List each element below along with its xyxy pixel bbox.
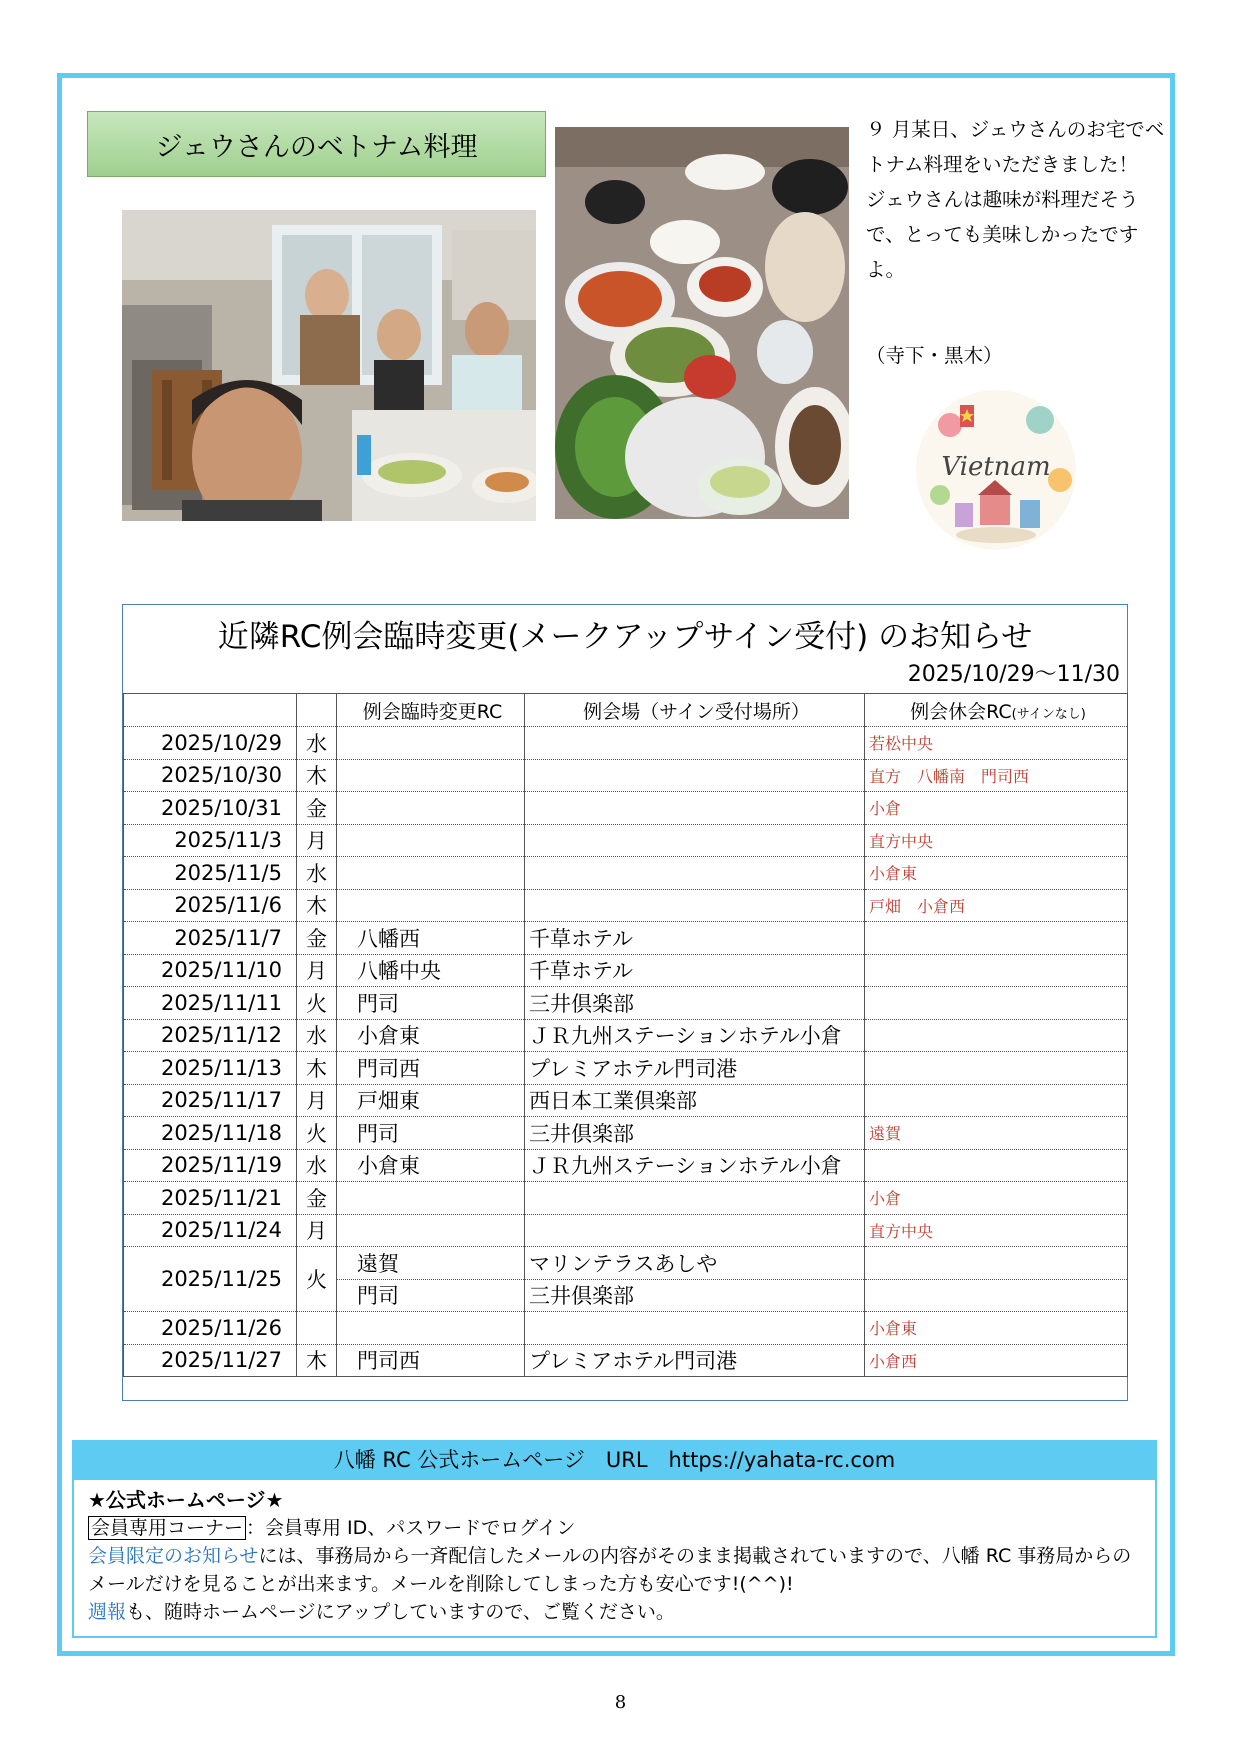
cell-day: 木 [297, 1052, 337, 1085]
cell-off: 直方 八幡南 門司西 [865, 759, 1128, 792]
table-row [124, 792, 1128, 825]
cell-day: 木 [297, 889, 337, 922]
cell-venue: 西日本工業倶楽部 [525, 1084, 865, 1117]
cell-rc [337, 1182, 525, 1215]
cell-off [865, 1279, 1128, 1312]
cell-day: 金 [297, 922, 337, 955]
cell-off [865, 1052, 1128, 1085]
cell-date: 2025/11/21 [124, 1182, 297, 1215]
cell-rc: 小倉東 [337, 1149, 525, 1182]
header-off-label: 例会休会RC [910, 700, 1012, 723]
cell-venue: プレミアホテル門司港 [525, 1344, 865, 1377]
cell-day: 月 [297, 1214, 337, 1247]
table-row [124, 1149, 1128, 1182]
cell-venue: ＪＲ九州ステーションホテル小倉 [525, 1019, 865, 1052]
header-venue: 例会場（サイン受付場所） [525, 694, 865, 727]
cell-venue [525, 727, 865, 760]
vietnam-logo-text: Vietnam [941, 452, 1051, 482]
article-title: ジェウさんのベトナム料理 [87, 111, 546, 177]
member-corner-desc: ：会員専用 ID、パスワードでログイン [246, 1517, 576, 1539]
cell-venue: マリンテラスあしや [525, 1247, 865, 1280]
table-row [124, 1344, 1128, 1377]
cell-date: 2025/10/31 [124, 792, 297, 825]
cell-date: 2025/10/29 [124, 727, 297, 760]
cell-off: 若松中央 [865, 727, 1128, 760]
cell-venue [525, 1182, 865, 1215]
table-row [124, 1182, 1128, 1215]
cell-date: 2025/11/5 [124, 857, 297, 890]
homepage-heading: ★公式ホームページ★ [88, 1488, 284, 1512]
group-photo [122, 210, 536, 521]
table-row [124, 1214, 1128, 1247]
meeting-change-table [123, 693, 1128, 1377]
cell-off: 小倉西 [865, 1344, 1128, 1377]
cell-date: 2025/11/26 [124, 1312, 297, 1345]
cell-day [297, 1312, 337, 1345]
header-day [297, 694, 337, 727]
cell-venue: 三井倶楽部 [525, 1279, 865, 1312]
cell-rc: 門司 [337, 987, 525, 1020]
cell-rc: 戸畑東 [337, 1084, 525, 1117]
cell-venue: 千草ホテル [525, 922, 865, 955]
header-off-note: (サインなし) [1011, 706, 1086, 722]
table-row [124, 824, 1128, 857]
cell-rc: 八幡西 [337, 922, 525, 955]
cell-day: 火 [297, 987, 337, 1020]
cell-rc [337, 727, 525, 760]
cell-rc [337, 824, 525, 857]
food-photo [555, 127, 849, 519]
cell-day: 月 [297, 954, 337, 987]
cell-day: 金 [297, 1182, 337, 1215]
table-row [124, 1247, 1128, 1280]
cell-date: 2025/11/25 [124, 1247, 297, 1312]
cell-rc [337, 1312, 525, 1345]
cell-off: 遠賀 [865, 1117, 1128, 1150]
cell-off: 小倉 [865, 1182, 1128, 1215]
cell-rc: 門司 [337, 1279, 525, 1312]
cell-day: 水 [297, 1019, 337, 1052]
cell-venue: 三井倶楽部 [525, 1117, 865, 1150]
cell-date: 2025/11/12 [124, 1019, 297, 1052]
cell-date: 2025/11/24 [124, 1214, 297, 1247]
notice-date-range: 2025/10/29～11/30 [907, 662, 1120, 687]
cell-venue: 三井倶楽部 [525, 987, 865, 1020]
cell-off [865, 987, 1128, 1020]
notice-table-box [122, 604, 1128, 1401]
cell-venue [525, 857, 865, 890]
table-row [124, 727, 1128, 760]
cell-day: 水 [297, 857, 337, 890]
vietnam-illustration [910, 385, 1082, 555]
cell-venue [525, 889, 865, 922]
cell-rc [337, 1214, 525, 1247]
cell-venue [525, 759, 865, 792]
story-credit: （寺下・黒木） [866, 344, 1003, 367]
cell-date: 2025/10/30 [124, 759, 297, 792]
cell-date: 2025/11/27 [124, 1344, 297, 1377]
table-row [124, 1117, 1128, 1150]
cell-date: 2025/11/13 [124, 1052, 297, 1085]
table-row [124, 889, 1128, 922]
homepage-url-bar: 八幡 RC 公式ホームページ URL https://yahata-rc.com [72, 1440, 1157, 1478]
limited-notice-desc: には、事務局から一斉配信したメールの内容がそのまま掲載されていますので、八幡 RC 事務局からのメールだけを見ることが出来ます。メールを削除してしまった方も安心です!(^^)! [88, 1545, 1132, 1595]
cell-venue: ＪＲ九州ステーションホテル小倉 [525, 1149, 865, 1182]
header-rc: 例会臨時変更RC [337, 694, 525, 727]
cell-rc: 門司 [337, 1117, 525, 1150]
table-row [124, 954, 1128, 987]
weekly-report-label: 週報 [88, 1601, 127, 1623]
cell-date: 2025/11/7 [124, 922, 297, 955]
limited-notice-line [88, 1542, 1143, 1598]
cell-rc [337, 759, 525, 792]
cell-day: 火 [297, 1247, 337, 1312]
cell-venue: 千草ホテル [525, 954, 865, 987]
cell-rc: 小倉東 [337, 1019, 525, 1052]
cell-date: 2025/11/11 [124, 987, 297, 1020]
cell-off: 直方中央 [865, 1214, 1128, 1247]
cell-rc: 門司西 [337, 1344, 525, 1377]
cell-day: 水 [297, 727, 337, 760]
story-text: ９ 月某日、ジェウさんのお宅でベトナム料理をいただきました！ ジェウさんは趣味が料理だそうで、とっても美味しかったですよ。 [866, 118, 1165, 281]
cell-off [865, 922, 1128, 955]
table-row [124, 857, 1128, 890]
cell-off [865, 954, 1128, 987]
cell-rc: 八幡中央 [337, 954, 525, 987]
cell-date: 2025/11/18 [124, 1117, 297, 1150]
cell-rc [337, 792, 525, 825]
limited-notice-label: 会員限定のお知らせ [88, 1545, 259, 1567]
cell-off: 直方中央 [865, 824, 1128, 857]
cell-off: 小倉 [865, 792, 1128, 825]
cell-day: 木 [297, 1344, 337, 1377]
table-row [124, 1019, 1128, 1052]
table-row [124, 759, 1128, 792]
cell-date: 2025/11/6 [124, 889, 297, 922]
page-number: 8 [614, 1692, 627, 1713]
cell-off [865, 1149, 1128, 1182]
table-row [124, 987, 1128, 1020]
cell-date: 2025/11/3 [124, 824, 297, 857]
cell-rc: 門司西 [337, 1052, 525, 1085]
cell-off [865, 1247, 1128, 1280]
cell-off: 小倉東 [865, 857, 1128, 890]
cell-date: 2025/11/19 [124, 1149, 297, 1182]
cell-day: 木 [297, 759, 337, 792]
header-off [865, 694, 1128, 727]
cell-rc [337, 889, 525, 922]
cell-off [865, 1084, 1128, 1117]
cell-venue [525, 824, 865, 857]
cell-rc: 遠賀 [337, 1247, 525, 1280]
notice-title: 近隣RC例会臨時変更(メークアップサイン受付) のお知らせ [217, 619, 1033, 655]
homepage-info-box [72, 1478, 1157, 1638]
weekly-report-desc: も、随時ホームページにアップしていますので、ご覧ください。 [126, 1601, 675, 1623]
cell-day: 金 [297, 792, 337, 825]
cell-venue [525, 792, 865, 825]
cell-rc [337, 857, 525, 890]
cell-off: 小倉東 [865, 1312, 1128, 1345]
cell-day: 月 [297, 1084, 337, 1117]
weekly-report-line [88, 1598, 1143, 1626]
table-header-row [124, 694, 1128, 727]
cell-date: 2025/11/10 [124, 954, 297, 987]
cell-off: 戸畑 小倉西 [865, 889, 1128, 922]
member-corner-line [88, 1514, 1143, 1542]
cell-day: 火 [297, 1117, 337, 1150]
cell-day: 月 [297, 824, 337, 857]
cell-venue: プレミアホテル門司港 [525, 1052, 865, 1085]
table-row [124, 922, 1128, 955]
table-row [124, 1084, 1128, 1117]
table-row [124, 1052, 1128, 1085]
cell-venue [525, 1312, 865, 1345]
member-corner-label: 会員専用コーナー [88, 1516, 246, 1540]
cell-day: 水 [297, 1149, 337, 1182]
header-date [124, 694, 297, 727]
cell-off [865, 1019, 1128, 1052]
table-row [124, 1312, 1128, 1345]
cell-date: 2025/11/17 [124, 1084, 297, 1117]
cell-venue [525, 1214, 865, 1247]
